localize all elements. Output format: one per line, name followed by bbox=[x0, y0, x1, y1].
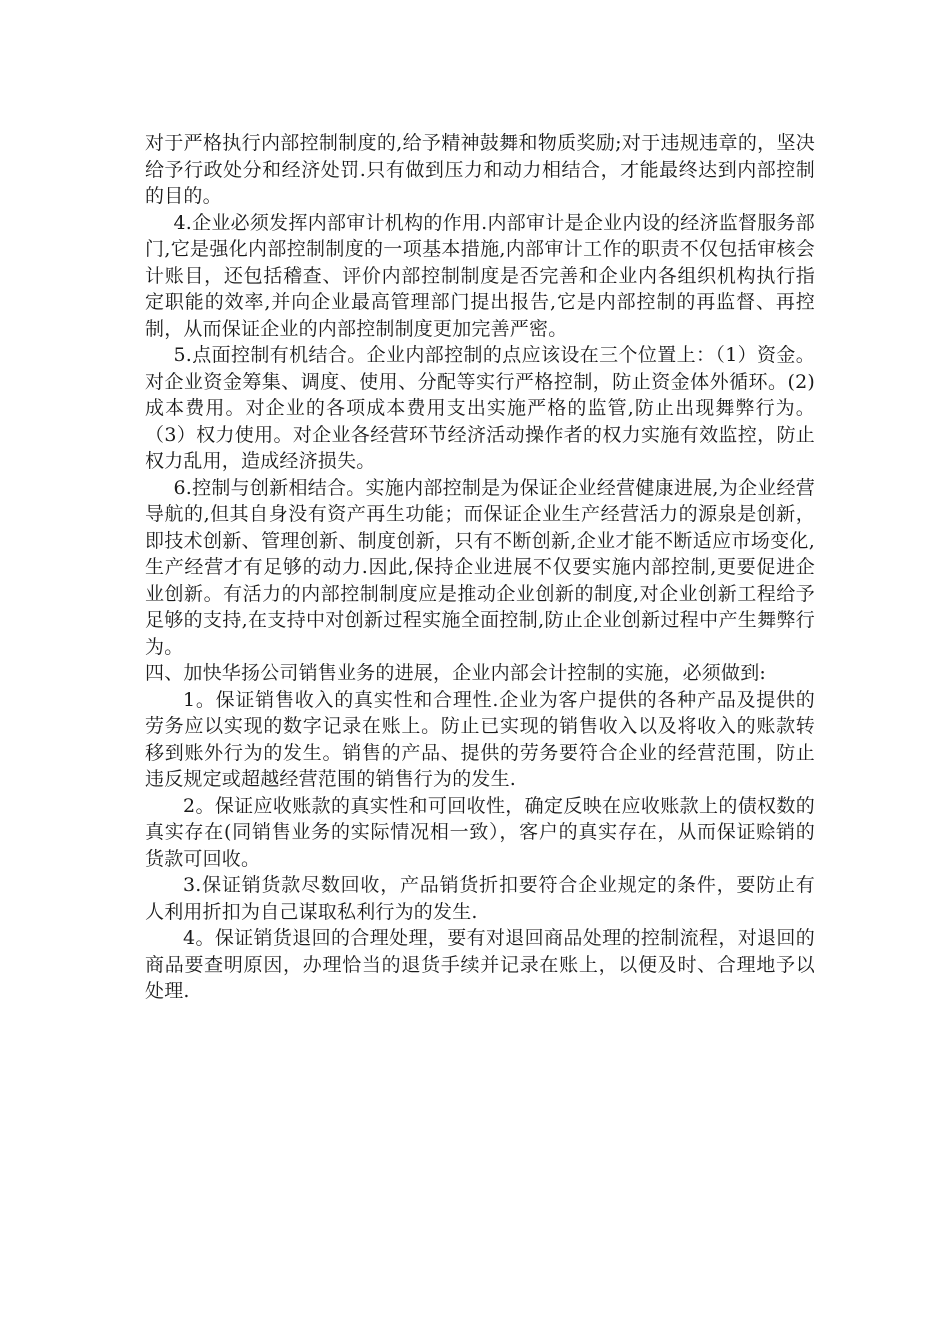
paragraph-8: 4。保证销货退回的合理处理，要有对退回商品处理的控制流程，对退回的商品要查明原因，办理恰当的退货手续并记录在账上，以便及时、合理地予以处理. bbox=[145, 927, 815, 1002]
paragraph-2: 4.企业必须发挥内部审计机构的作用.内部审计是企业内设的经济监督服务部门,它是强化内部控制制度的一项基本措施,内部审计工作的职责不仅包括审核会计账目，还包括稽查、评价内部控制制度是否完善和企业内各组织机构执行指定职能的效率,并向企业最高管理部门提出报告,它是内部控制的再监督、再控制，从而保证企业的内部控制制度更加完善严密。 bbox=[145, 211, 815, 340]
section-heading: 四、加快华扬公司销售业务的进展，企业内部会计控制的实施，必须做到: bbox=[145, 662, 767, 684]
paragraph-6: 2。保证应收账款的真实性和可回收性，确定反映在应收账款上的债权数的真实存在(同销售业务的实际情况相一致），客户的真实存在，从而保证赊销的货款可回收。 bbox=[145, 794, 815, 870]
document-body bbox=[145, 130, 815, 1005]
paragraph-7: 3.保证销货款尽数回收，产品销货折扣要符合企业规定的条件，要防止有人利用折扣为自己谋取私利行为的发生. bbox=[145, 874, 815, 923]
paragraph-1: 对于严格执行内部控制制度的,给予精神鼓舞和物质奖励;对于违规违章的，坚决给予行政处分和经济处罚.只有做到压力和动力相结合，才能最终达到内部控制的目的。 bbox=[145, 132, 815, 207]
paragraph-3: 5.点面控制有机结合。企业内部控制的点应该设在三个位置上：（1）资金。对企业资金筹集、调度、使用、分配等实行严格控制，防止资金体外循环。(2)成本费用。对企业的各项成本费用支出实施严格的监管,防止出现舞弊行为。（3）权力使用。对企业各经营环节经济活动操作者的权力实施有效监控，防止权力乱用，造成经济损失。 bbox=[145, 344, 815, 472]
paragraph-4: 6.控制与创新相结合。实施内部控制是为保证企业经营健康进展,为企业经营导航的,但其自身没有资产再生功能；而保证企业生产经营活力的源泉是创新，即技术创新、管理创新、制度创新，只有不断创新,企业才能不断适应市场变化,生产经营才有足够的动力.因此,保持企业进展不仅要实施内部控制,更要促进企业创新。有活力的内部控制制度应是推动企业创新的制度,对企业创新工程给予足够的支持,在支持中对创新过程实施全面控制,防止企业创新过程中产生舞弊行为。 bbox=[145, 476, 815, 658]
paragraph-5: 1。保证销售收入的真实性和合理性.企业为客户提供的各种产品及提供的劳务应以实现的数字记录在账上。防止已实现的销售收入以及将收入的账款转移到账外行为的发生。销售的产品、提供的劳务要符合企业的经营范围，防止违反规定或超越经营范围的销售行为的发生. bbox=[145, 688, 815, 790]
